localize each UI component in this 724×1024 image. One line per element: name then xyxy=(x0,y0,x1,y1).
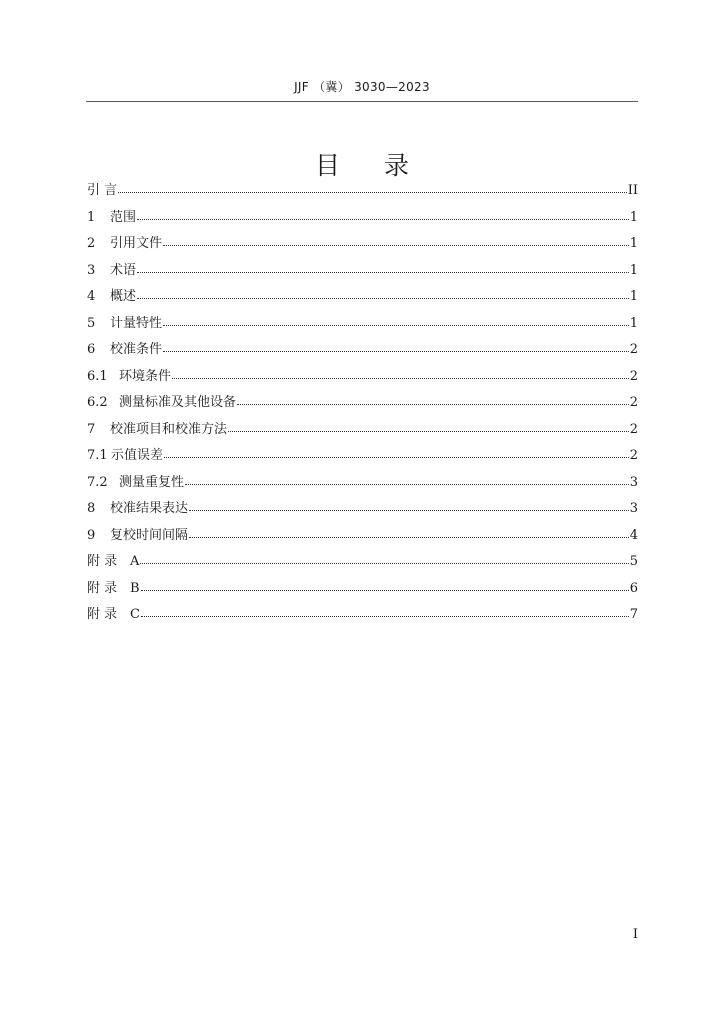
toc-entry-number: 6.2 xyxy=(87,395,108,410)
toc-entry-label: 引用文件 xyxy=(110,236,163,251)
toc-entry-appendix-a[interactable] xyxy=(87,549,638,576)
toc-entry-7-2[interactable] xyxy=(87,470,638,497)
toc-entry-label: 校准条件 xyxy=(110,342,163,357)
toc-entry-number: 6 xyxy=(87,342,96,357)
toc-entry-label: 复校时间间隔 xyxy=(110,527,189,543)
toc-entry-page: II xyxy=(627,183,638,198)
toc-entry-7[interactable] xyxy=(87,417,638,444)
toc-entry-label: 示值误差 xyxy=(111,448,164,463)
toc-entry-page: 4 xyxy=(629,527,638,543)
toc-leader-dots xyxy=(137,262,629,274)
table-of-contents xyxy=(87,178,638,629)
toc-entry-number: 附 录 xyxy=(87,580,118,596)
toc-entry-label: C xyxy=(130,607,140,622)
toc-leader-dots xyxy=(185,474,629,486)
toc-leader-dots xyxy=(189,527,629,539)
toc-entry-7-1[interactable] xyxy=(87,443,638,470)
toc-entry-number: 2 xyxy=(87,236,96,251)
toc-entry-page: 1 xyxy=(629,315,638,331)
toc-entry-number: 附 录 xyxy=(87,554,118,569)
toc-entry-number: 1 xyxy=(87,209,96,225)
toc-leader-dots xyxy=(140,553,628,565)
toc-entry-6[interactable] xyxy=(87,337,638,364)
toc-entry-1[interactable] xyxy=(87,205,638,232)
toc-leader-dots xyxy=(163,341,629,353)
toc-entry-2[interactable] xyxy=(87,231,638,258)
toc-entry-page: 3 xyxy=(629,474,638,490)
toc-entry-number: 7.1 xyxy=(87,448,108,463)
toc-entry-page: 2 xyxy=(629,342,638,357)
toc-entry-5[interactable] xyxy=(87,311,638,338)
toc-leader-dots xyxy=(172,368,629,380)
toc-entry-label: B xyxy=(130,580,140,596)
toc-title: 目录 xyxy=(314,151,453,180)
toc-leader-dots xyxy=(141,606,629,618)
toc-leader-dots xyxy=(163,235,629,247)
toc-entry-label: 环境条件 xyxy=(119,368,172,384)
toc-entry-label: 概述 xyxy=(110,289,137,304)
toc-entry-foreword[interactable] xyxy=(87,178,638,205)
toc-entry-label: A xyxy=(130,554,140,569)
header-divider xyxy=(86,101,638,102)
toc-entry-label: 计量特性 xyxy=(110,315,163,331)
toc-entry-page: 2 xyxy=(629,448,638,463)
toc-leader-dots xyxy=(237,394,629,406)
toc-entry-appendix-c[interactable] xyxy=(87,602,638,629)
toc-leader-dots xyxy=(228,421,629,433)
toc-entry-page: 5 xyxy=(629,554,638,569)
page-number: I xyxy=(632,927,638,942)
toc-entry-appendix-b[interactable] xyxy=(87,576,638,603)
toc-entry-number: 5 xyxy=(87,315,96,331)
toc-entry-page: 1 xyxy=(629,209,638,225)
toc-entry-number: 7.2 xyxy=(87,474,108,490)
toc-entry-page: 2 xyxy=(629,421,638,437)
toc-entry-page: 1 xyxy=(629,289,638,304)
toc-entry-6-1[interactable] xyxy=(87,364,638,391)
toc-entry-page: 2 xyxy=(629,395,638,410)
toc-leader-dots xyxy=(141,580,629,592)
toc-entry-label: 校准项目和校准方法 xyxy=(110,421,228,437)
toc-entry-number: 引 言 xyxy=(87,183,118,198)
toc-entry-6-2[interactable] xyxy=(87,390,638,417)
toc-entry-number: 3 xyxy=(87,262,96,278)
toc-entry-label: 测量标准及其他设备 xyxy=(119,395,237,410)
toc-entry-8[interactable] xyxy=(87,496,638,523)
toc-entry-label: 术语 xyxy=(110,262,137,278)
toc-entry-number: 8 xyxy=(87,501,96,516)
toc-entry-label: 校准结果表达 xyxy=(110,501,189,516)
toc-leader-dots xyxy=(163,315,629,327)
toc-entry-page: 3 xyxy=(629,501,638,516)
toc-entry-number: 6.1 xyxy=(87,368,108,384)
document-code-header: JJF （冀） 3030—2023 xyxy=(294,80,430,94)
toc-entry-number: 9 xyxy=(87,527,96,543)
toc-entry-page: 1 xyxy=(629,262,638,278)
toc-entry-label: 范围 xyxy=(110,209,137,225)
toc-entry-number: 7 xyxy=(87,421,96,437)
toc-leader-dots xyxy=(118,182,627,194)
toc-leader-dots xyxy=(137,209,629,221)
toc-entry-label: 测量重复性 xyxy=(119,474,185,490)
toc-entry-9[interactable] xyxy=(87,523,638,550)
toc-leader-dots xyxy=(164,447,629,459)
toc-entry-3[interactable] xyxy=(87,258,638,285)
toc-leader-dots xyxy=(189,500,629,512)
toc-entry-page: 6 xyxy=(629,580,638,596)
toc-entry-page: 1 xyxy=(629,236,638,251)
toc-entry-page: 2 xyxy=(629,368,638,384)
toc-entry-number: 附 录 xyxy=(87,607,118,622)
toc-leader-dots xyxy=(137,288,629,300)
toc-entry-4[interactable] xyxy=(87,284,638,311)
toc-entry-page: 7 xyxy=(629,607,638,622)
toc-entry-number: 4 xyxy=(87,289,96,304)
